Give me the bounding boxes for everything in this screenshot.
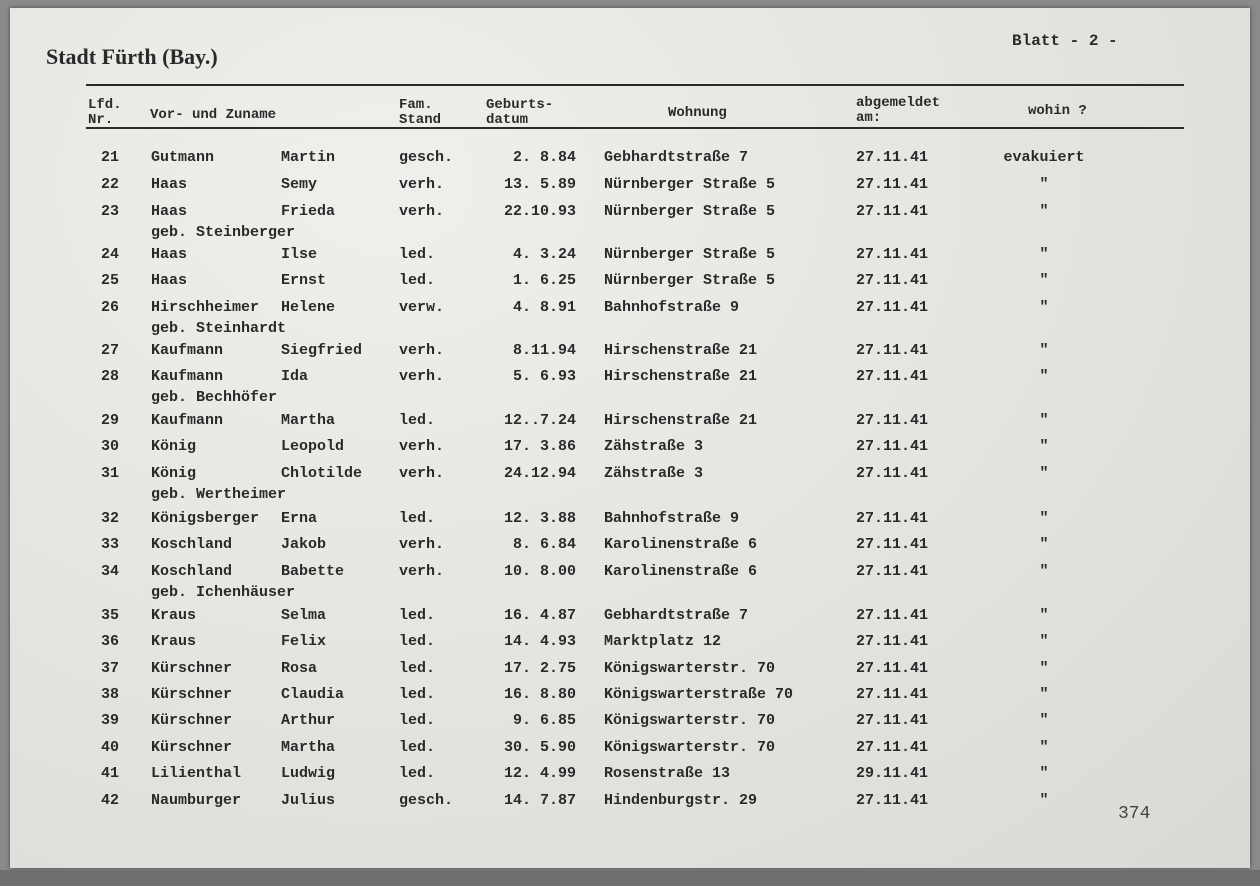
row-first: Martin [281,149,336,166]
row-date: 27.11.41 [856,465,929,482]
row-birth: 16. 8.80 [503,686,576,703]
row-maiden-name: geb. Wertheimer [151,486,287,503]
row-address: Königswarterstr. 70 [604,712,776,729]
row-birth: 12..7.24 [503,412,576,429]
row-maiden-name: geb. Ichenhäuser [151,584,296,601]
row-surname: Kürschner [151,686,233,703]
row-status: verh. [399,563,445,580]
row-status: led. [399,686,436,703]
row-dest: " [1039,765,1049,782]
row-first: Erna [281,510,318,527]
row-dest: " [1039,246,1049,263]
row-address: Königswarterstr. 70 [604,739,776,756]
row-first: Rosa [281,660,318,677]
row-first: Martha [281,739,336,756]
row-status: led. [399,739,436,756]
row-date: 27.11.41 [856,633,929,650]
row-surname: Kürschner [151,660,233,677]
row-first: Claudia [281,686,345,703]
row-surname: Haas [151,176,188,193]
row-maiden-name: geb. Steinberger [151,224,296,241]
row-birth: 17. 3.86 [503,438,576,455]
row-status: verw. [399,299,445,316]
row-address: Königswarterstraße 70 [604,686,794,703]
row-first: Frieda [281,203,336,220]
row-first: Babette [281,563,345,580]
row-first: Siegfried [281,342,363,359]
row-surname: Naumburger [151,792,242,809]
row-status: verh. [399,438,445,455]
row-dest: " [1039,563,1049,580]
col-header-address: Wohnung [668,105,727,121]
row-surname: Kraus [151,607,197,624]
row-date: 27.11.41 [856,510,929,527]
header-rule-top [86,84,1184,86]
row-first: Selma [281,607,327,624]
row-surname: Kürschner [151,739,233,756]
row-surname: Haas [151,203,188,220]
row-dest: " [1039,633,1049,650]
row-address: Karolinenstraße 6 [604,536,758,553]
row-nr: 31 [100,465,119,482]
row-address: Zähstraße 3 [604,438,704,455]
row-date: 27.11.41 [856,272,929,289]
row-status: verh. [399,536,445,553]
row-dest: " [1039,368,1049,385]
row-address: Zähstraße 3 [604,465,704,482]
row-status: verh. [399,465,445,482]
row-status: led. [399,510,436,527]
scan-border [0,870,1260,886]
col-header-birth: Geburts- datum [486,97,554,128]
row-dest: " [1039,412,1049,429]
row-first: Helene [281,299,336,316]
sheet-number: Blatt - 2 - [1012,32,1118,50]
row-dest: " [1039,660,1049,677]
row-birth: 9. 6.85 [512,712,576,729]
row-address: Hirschenstraße 21 [604,342,758,359]
row-nr: 33 [100,536,119,553]
row-date: 27.11.41 [856,712,929,729]
row-birth: 12. 3.88 [503,510,576,527]
row-status: led. [399,712,436,729]
row-nr: 22 [100,176,119,193]
row-surname: Koschland [151,563,233,580]
row-birth: 30. 5.90 [503,739,576,756]
row-address: Hirschenstraße 21 [604,368,758,385]
row-date: 29.11.41 [856,765,929,782]
row-dest: " [1039,203,1049,220]
row-birth: 8.11.94 [512,342,576,359]
row-surname: König [151,465,197,482]
row-first: Ilse [281,246,318,263]
col-header-deregistered: abgemeldet am: [856,95,941,126]
row-nr: 42 [100,792,119,809]
col-header-nr: Lfd. Nr. [88,97,122,128]
row-birth: 13. 5.89 [503,176,576,193]
row-nr: 34 [100,563,119,580]
row-date: 27.11.41 [856,342,929,359]
row-maiden-name: geb. Steinhardt [151,320,287,337]
row-dest: " [1039,465,1049,482]
row-address: Hirschenstraße 21 [604,412,758,429]
row-address: Nürnberger Straße 5 [604,272,776,289]
row-birth: 8. 6.84 [512,536,576,553]
row-status: verh. [399,342,445,359]
row-status: led. [399,633,436,650]
row-dest: " [1039,792,1049,809]
col-header-name: Vor- und Zuname [150,107,277,123]
row-nr: 39 [100,712,119,729]
row-surname: König [151,438,197,455]
row-dest: " [1039,272,1049,289]
row-nr: 27 [100,342,119,359]
row-dest: " [1039,438,1049,455]
row-birth: 1. 6.25 [512,272,576,289]
row-status: led. [399,246,436,263]
row-address: Bahnhofstraße 9 [604,510,740,527]
row-birth: 22.10.93 [503,203,576,220]
row-nr: 29 [100,412,119,429]
row-dest: evakuiert [1003,149,1085,166]
row-birth: 2. 8.84 [512,149,576,166]
row-surname: Kaufmann [151,368,224,385]
row-nr: 32 [100,510,119,527]
row-surname: Gutmann [151,149,215,166]
row-date: 27.11.41 [856,438,929,455]
row-date: 27.11.41 [856,246,929,263]
row-nr: 23 [100,203,119,220]
row-nr: 40 [100,739,119,756]
row-date: 27.11.41 [856,660,929,677]
row-birth: 4. 8.91 [512,299,576,316]
row-address: Rosenstraße 13 [604,765,731,782]
row-address: Bahnhofstraße 9 [604,299,740,316]
row-first: Jakob [281,536,327,553]
row-date: 27.11.41 [856,149,929,166]
row-first: Ida [281,368,309,385]
row-status: gesch. [399,792,454,809]
row-first: Felix [281,633,327,650]
row-birth: 10. 8.00 [503,563,576,580]
row-surname: Hirschheimer [151,299,260,316]
row-surname: Kraus [151,633,197,650]
row-status: verh. [399,176,445,193]
row-date: 27.11.41 [856,412,929,429]
row-dest: " [1039,510,1049,527]
row-date: 27.11.41 [856,176,929,193]
row-address: Hindenburgstr. 29 [604,792,758,809]
row-surname: Königsberger [151,510,260,527]
row-dest: " [1039,712,1049,729]
row-address: Gebhardtstraße 7 [604,149,749,166]
row-nr: 26 [100,299,119,316]
row-status: led. [399,412,436,429]
col-header-destination: wohin ? [1028,103,1087,119]
row-status: verh. [399,203,445,220]
row-surname: Koschland [151,536,233,553]
row-address: Königswarterstr. 70 [604,660,776,677]
row-address: Nürnberger Straße 5 [604,246,776,263]
row-dest: " [1039,536,1049,553]
row-surname: Kaufmann [151,342,224,359]
row-birth: 16. 4.87 [503,607,576,624]
row-surname: Kaufmann [151,412,224,429]
row-address: Marktplatz 12 [604,633,722,650]
row-nr: 38 [100,686,119,703]
row-nr: 30 [100,438,119,455]
row-date: 27.11.41 [856,299,929,316]
row-surname: Haas [151,246,188,263]
city-heading: Stadt Fürth (Bay.) [46,44,218,69]
row-nr: 41 [100,765,119,782]
row-birth: 24.12.94 [503,465,576,482]
row-nr: 21 [100,149,119,166]
row-dest: " [1039,176,1049,193]
row-first: Leopold [281,438,345,455]
row-nr: 24 [100,246,119,263]
row-address: Karolinenstraße 6 [604,563,758,580]
row-nr: 28 [100,368,119,385]
row-status: gesch. [399,149,454,166]
row-date: 27.11.41 [856,368,929,385]
row-nr: 35 [100,607,119,624]
row-first: Julius [281,792,336,809]
row-birth: 17. 2.75 [503,660,576,677]
row-birth: 5. 6.93 [512,368,576,385]
row-dest: " [1039,342,1049,359]
row-dest: " [1039,299,1049,316]
row-surname: Kürschner [151,712,233,729]
row-dest: " [1039,607,1049,624]
row-status: verh. [399,368,445,385]
row-status: led. [399,272,436,289]
row-address: Nürnberger Straße 5 [604,176,776,193]
row-nr: 37 [100,660,119,677]
col-header-status: Fam. Stand [399,97,442,128]
row-first: Martha [281,412,336,429]
row-status: led. [399,765,436,782]
row-date: 27.11.41 [856,607,929,624]
row-nr: 36 [100,633,119,650]
row-first: Ernst [281,272,327,289]
row-dest: " [1039,739,1049,756]
row-surname: Lilienthal [151,765,242,782]
row-first: Semy [281,176,318,193]
row-date: 27.11.41 [856,792,929,809]
header-rule-bottom [86,127,1184,129]
row-date: 27.11.41 [856,563,929,580]
row-status: led. [399,607,436,624]
row-address: Gebhardtstraße 7 [604,607,749,624]
row-birth: 14. 4.93 [503,633,576,650]
page-number: 374 [1118,804,1151,824]
row-nr: 25 [100,272,119,289]
row-first: Chlotilde [281,465,363,482]
row-surname: Haas [151,272,188,289]
row-status: led. [399,660,436,677]
row-dest: " [1039,686,1049,703]
row-first: Arthur [281,712,336,729]
row-maiden-name: geb. Bechhöfer [151,389,278,406]
row-date: 27.11.41 [856,686,929,703]
row-birth: 12. 4.99 [503,765,576,782]
row-address: Nürnberger Straße 5 [604,203,776,220]
row-date: 27.11.41 [856,203,929,220]
row-first: Ludwig [281,765,336,782]
row-birth: 14. 7.87 [503,792,576,809]
row-date: 27.11.41 [856,536,929,553]
row-birth: 4. 3.24 [512,246,576,263]
row-date: 27.11.41 [856,739,929,756]
